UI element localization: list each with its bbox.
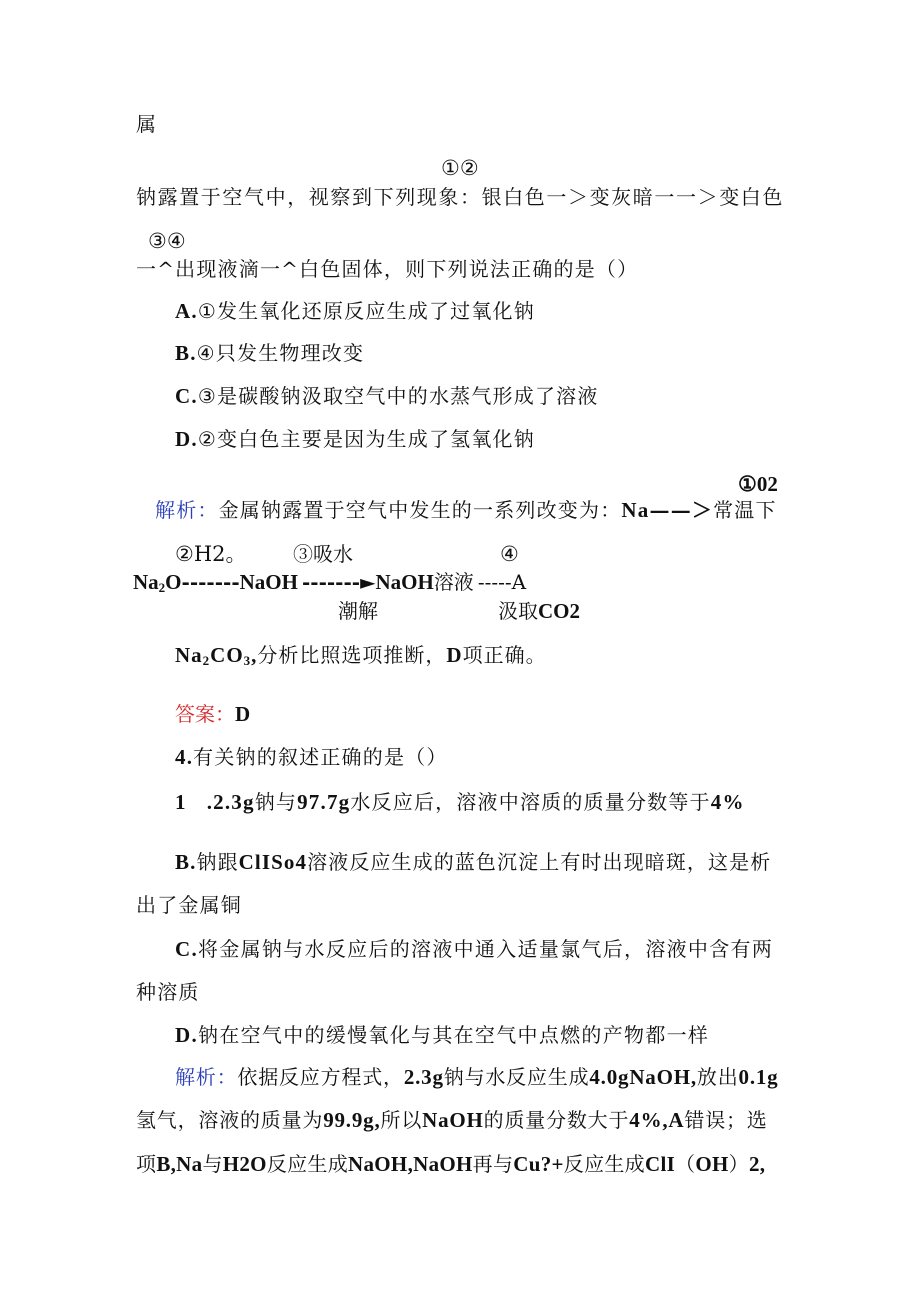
option-letter: A. bbox=[175, 299, 198, 323]
markers-3-4: ③④ bbox=[148, 229, 186, 253]
analysis1-conclusion: $Na_2CO_3$,分析比照选项推断，D项正确。 bbox=[175, 643, 547, 668]
analysis2-line1: 解析：依据反应方程式，2.3g钠与水反应生成4.0gNaOH,放出0.1g bbox=[175, 1065, 779, 1089]
q3-option-a bbox=[175, 299, 535, 323]
formula-na: Na bbox=[621, 498, 650, 522]
dash-arrow: -----A bbox=[477, 570, 527, 594]
circled-2: ②H2。 bbox=[175, 542, 247, 566]
option-text: ③是碳酸钠汲取空气中的水蒸气形成了溶液 bbox=[197, 384, 599, 408]
analysis-label: 解析： bbox=[175, 1065, 238, 1089]
condition-chaojie: 潮解 bbox=[338, 599, 378, 623]
condition-text: 常温下 bbox=[713, 498, 777, 522]
solution-text: 溶液 bbox=[433, 570, 474, 594]
q4-option-b-line2: 出了金属铜 bbox=[136, 893, 242, 917]
q3-option-b bbox=[175, 341, 364, 365]
reaction-chain bbox=[133, 570, 526, 594]
reaction-condition-3: ③吸水 bbox=[293, 542, 353, 566]
q4-option-a: 1 .2.3g钠与97.7g水反应后，溶液中溶质的质量分数等于4% bbox=[175, 790, 745, 814]
formula-naoh: NaOH bbox=[239, 570, 298, 594]
analysis-label: 解析： bbox=[155, 498, 219, 522]
analysis1-line bbox=[155, 498, 777, 522]
analysis-text: 金属钠露置于空气中发生的一系列改变为： bbox=[218, 498, 622, 522]
analysis2-line2: 氢气，溶液的质量为99.9g,所以NaOH的质量分数大于4%,A错误；选 bbox=[136, 1108, 768, 1132]
answer-label: 答案： bbox=[175, 702, 235, 726]
answer-value: D bbox=[235, 702, 251, 726]
reaction-arrow: ——＞ bbox=[649, 498, 714, 522]
dash-arrow: ------- bbox=[181, 570, 240, 594]
reaction-condition-2 bbox=[175, 542, 247, 566]
formula-na2co3: $Na_2CO_3$, bbox=[175, 643, 258, 668]
option-letter: D. bbox=[175, 427, 198, 451]
option-text: ①发生氧化还原反应生成了过氧化钠 bbox=[197, 299, 535, 323]
q3-option-c bbox=[175, 384, 599, 408]
q3-option-d bbox=[175, 427, 535, 451]
q4-option-c-line2: 种溶质 bbox=[136, 980, 200, 1004]
q4-option-d: D.钠在空气中的缓慢氧化与其在空气中点燃的产物都一样 bbox=[175, 1023, 710, 1047]
q4-option-c-line1: C.将金属钠与水反应后的溶液中通入适量氯气后，溶液中含有两 bbox=[175, 937, 774, 961]
formula-naoh: NaOH bbox=[375, 570, 434, 594]
reaction-condition-4: ④ bbox=[500, 542, 519, 566]
formula-na2o: $Na_2O$ bbox=[133, 570, 182, 595]
option-letter: C. bbox=[175, 384, 198, 408]
option-letter: B. bbox=[175, 341, 197, 365]
q4-stem: 4.有关钠的叙述正确的是（） bbox=[175, 745, 448, 769]
option-text: ④只发生物理改变 bbox=[196, 341, 365, 365]
q3-stem-line2: 一^出现液滴一^白色固体，则下列说法正确的是（） bbox=[136, 257, 639, 281]
page-fragment-text: 属 bbox=[136, 112, 156, 136]
q3-stem-line1: 钠露置于空气中，视察到下列现象：银白色一＞变灰暗一一＞变白色 bbox=[136, 185, 784, 209]
markers-1-2: ①② bbox=[441, 156, 479, 180]
dash-arrow: -------► bbox=[301, 570, 376, 594]
answer-line bbox=[175, 702, 250, 726]
q4-option-b-line1: B.钠跟ClISo4溶液反应生成的蓝色沉淀上有时出现暗斑，这是析 bbox=[175, 850, 772, 874]
condition-xiqu: 汲取CO2 bbox=[498, 599, 580, 623]
option-text: ②变白色主要是因为生成了氢氧化钠 bbox=[197, 427, 535, 451]
reaction-condition-1: ①02 bbox=[738, 472, 778, 496]
analysis2-line3: 项B,Na与H2O反应生成NaOH,NaOH再与Cu?+反应生成ClI（OH）2, bbox=[136, 1152, 766, 1176]
